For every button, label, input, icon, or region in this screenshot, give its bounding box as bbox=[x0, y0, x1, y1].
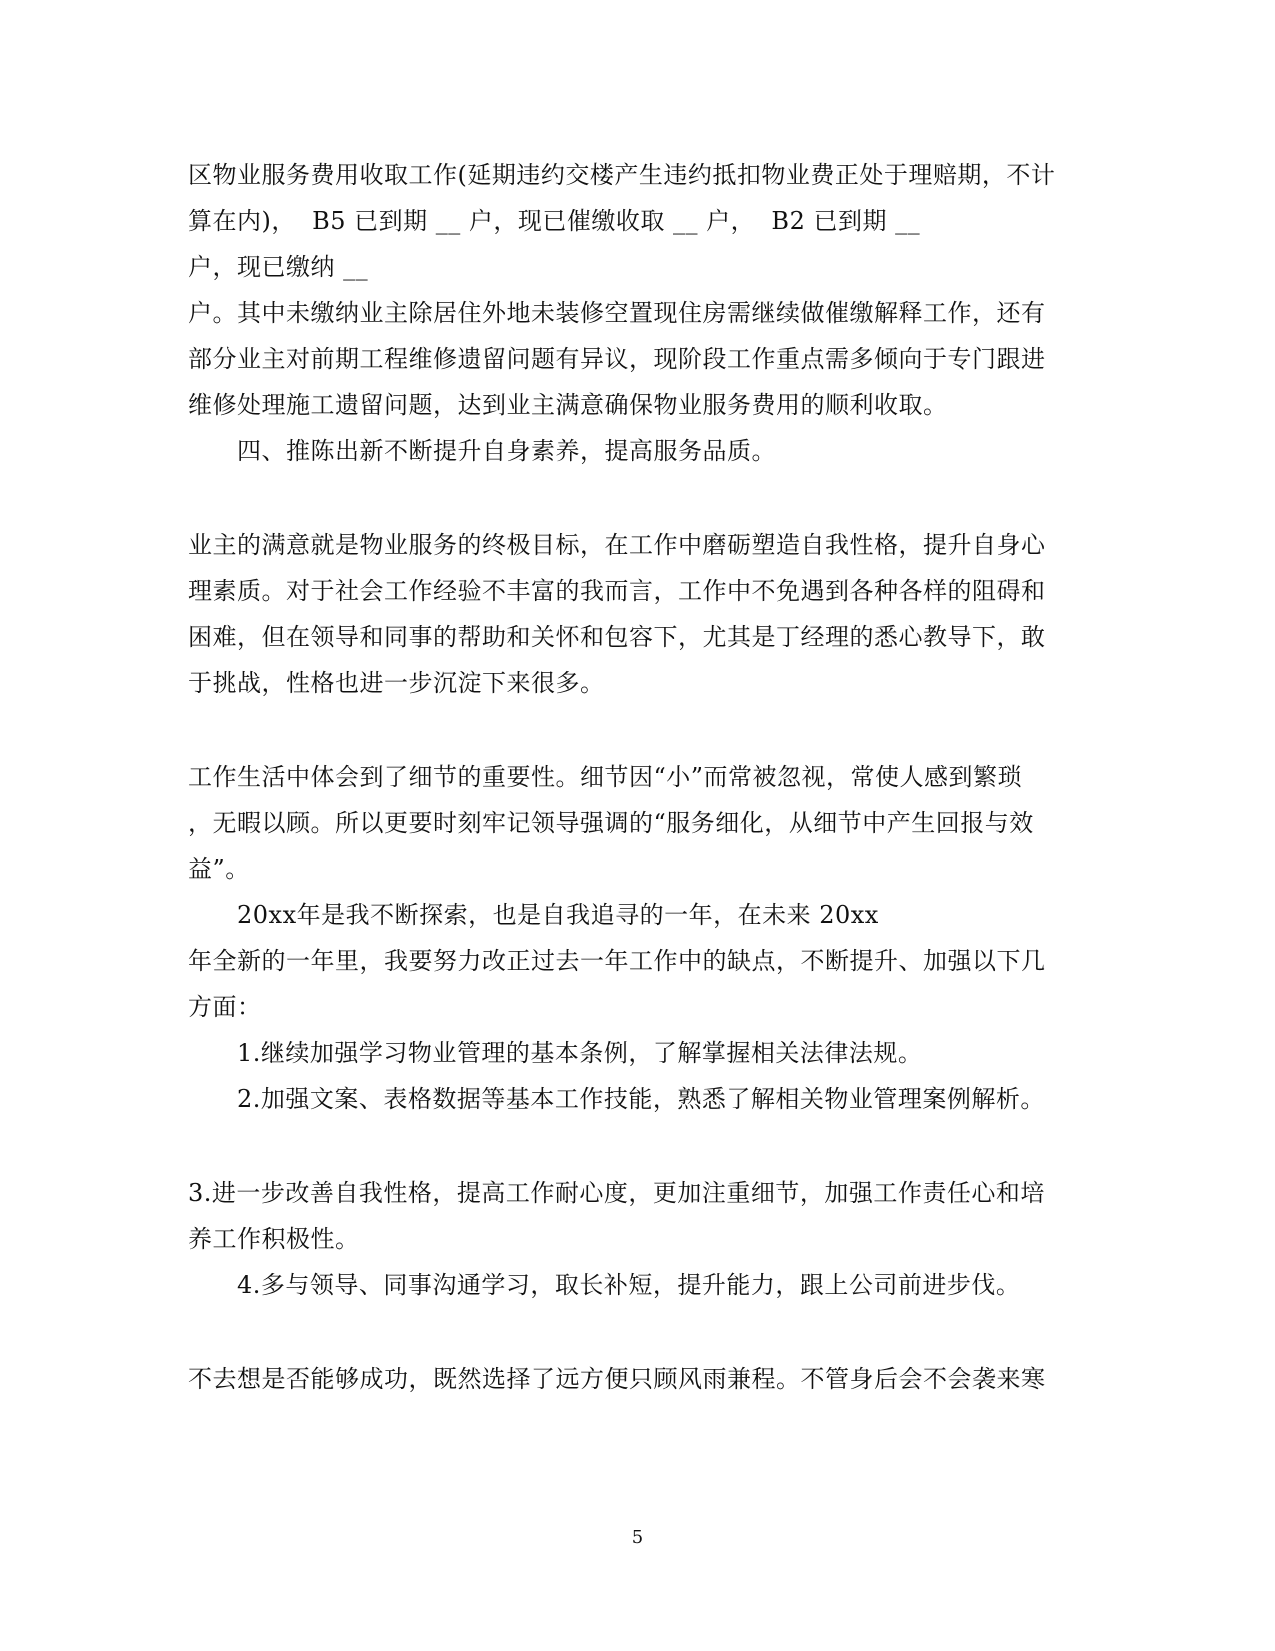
text-line: 算在内)， B5 已到期 __ 户，现已催缴收取 __ 户， B2 已到期 __ bbox=[188, 207, 921, 235]
text-line: 业主的满意就是物业服务的终极目标，在工作中磨砺塑造自我性格，提升自身心 bbox=[188, 531, 1046, 559]
text-line: 部分业主对前期工程维修遗留问题有异议，现阶段工作重点需多倾向于专门跟进 bbox=[188, 345, 1046, 373]
text-line: ，无暇以顾。所以更要时刻牢记领导强调的“服务细化，从细节中产生回报与效 bbox=[188, 809, 1034, 837]
list-item: 3.进一步改善自我性格，提高工作耐心度，更加注重细节，加强工作责任心和培 bbox=[188, 1179, 1045, 1207]
text-line: 益”。 bbox=[188, 855, 250, 883]
text-line: 工作生活中体会到了细节的重要性。细节因“小”而常被忽视，常使人感到繁琐 bbox=[188, 763, 1023, 791]
text-line: 20xx年是我不断探索，也是自我追寻的一年，在未来 20xx bbox=[237, 901, 879, 929]
text-line: 困难，但在领导和同事的帮助和关怀和包容下，尤其是丁经理的悉心教导下，敢 bbox=[188, 623, 1046, 651]
list-item: 1.继续加强学习物业管理的基本条例，了解掌握相关法律法规。 bbox=[237, 1039, 923, 1067]
text-line: 理素质。对于社会工作经验不丰富的我而言，工作中不免遇到各种各样的阻碍和 bbox=[188, 577, 1046, 605]
text-line: 年全新的一年里，我要努力改正过去一年工作中的缺点，不断提升、加强以下几 bbox=[188, 947, 1046, 975]
section-heading: 四、推陈出新不断提升自身素养，提高服务品质。 bbox=[237, 437, 776, 465]
text-line: 养工作积极性。 bbox=[188, 1225, 360, 1253]
list-item: 2.加强文案、表格数据等基本工作技能，熟悉了解相关物业管理案例解析。 bbox=[237, 1085, 1045, 1113]
text-line: 区物业服务费用收取工作(延期违约交楼产生违约抵扣物业费正处于理赔期，不计 bbox=[188, 161, 1056, 189]
text-line: 维修处理施工遗留问题，达到业主满意确保物业服务费用的顺利收取。 bbox=[188, 391, 948, 419]
text-line: 方面： bbox=[188, 993, 262, 1021]
text-line: 于挑战，性格也进一步沉淀下来很多。 bbox=[188, 669, 605, 697]
text-line: 户，现已缴纳 __ bbox=[188, 253, 369, 281]
list-item: 4.多与领导、同事沟通学习，取长补短，提升能力，跟上公司前进步伐。 bbox=[237, 1271, 1021, 1299]
page-number: 5 bbox=[631, 1527, 644, 1548]
text-line: 不去想是否能够成功，既然选择了远方便只顾风雨兼程。不管身后会不会袭来寒 bbox=[188, 1365, 1046, 1393]
text-line: 户。其中未缴纳业主除居住外地未装修空置现住房需继续做催缴解释工作，还有 bbox=[188, 299, 1046, 327]
